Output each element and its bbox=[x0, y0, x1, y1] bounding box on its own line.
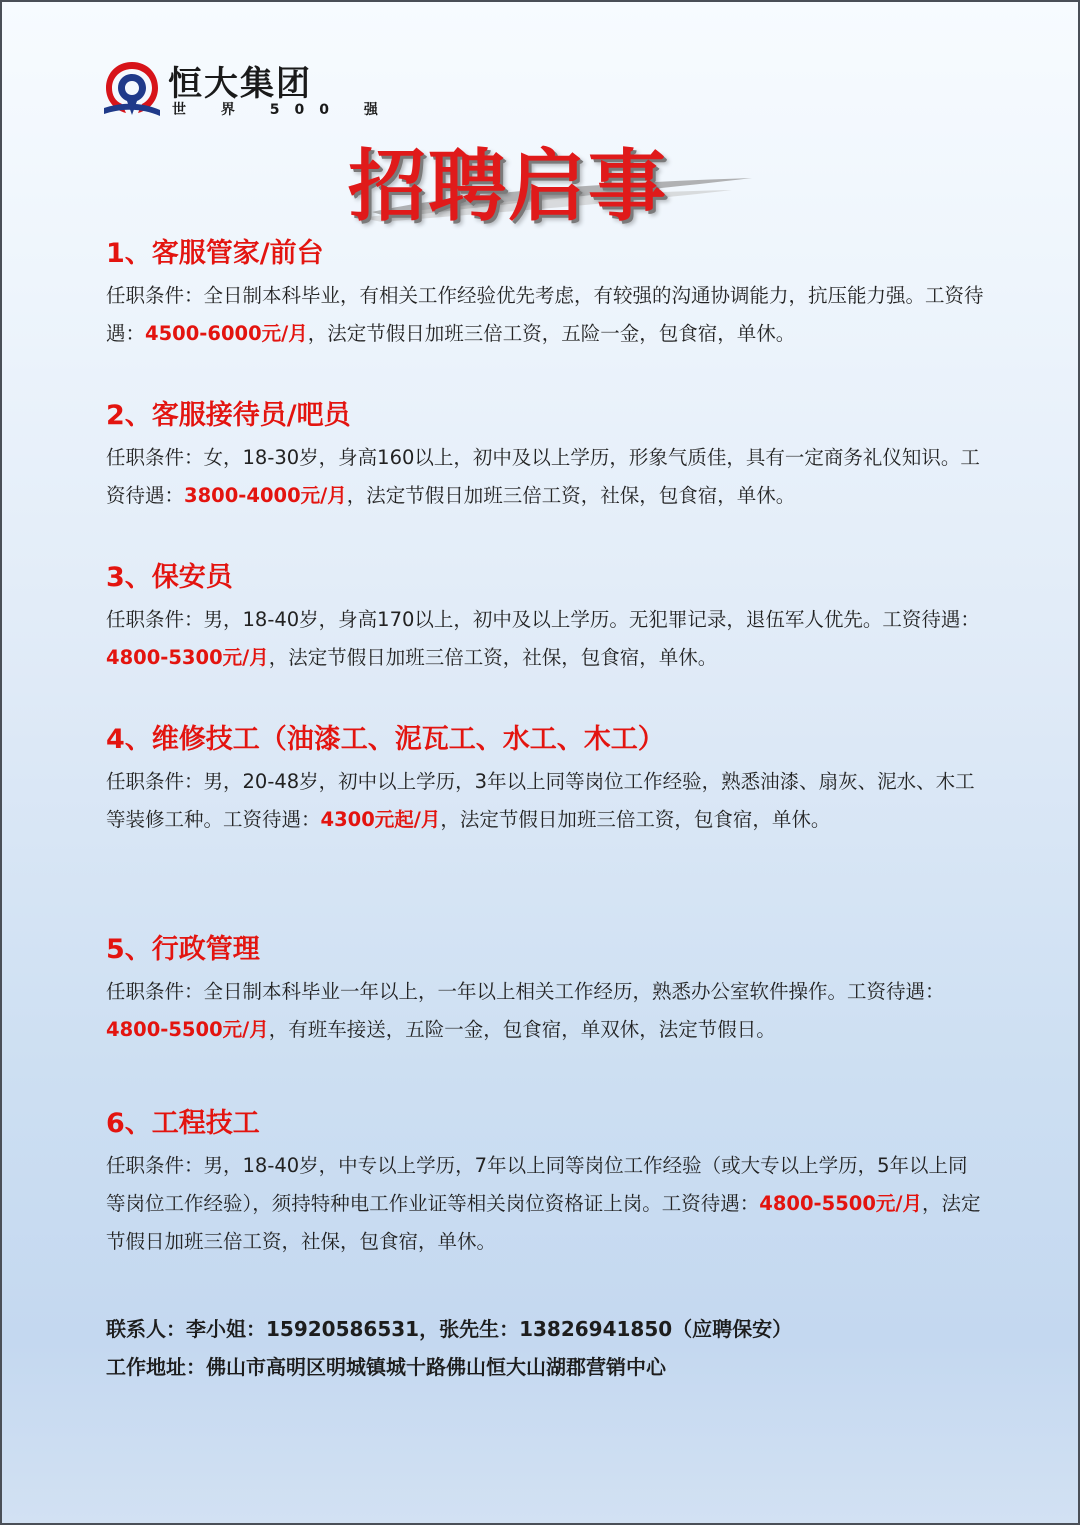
job-listing bbox=[106, 558, 986, 677]
job-salary: 4800-5300元/月 bbox=[106, 646, 269, 669]
job-description bbox=[106, 601, 986, 677]
job-requirements: 任职条件：男，18-40岁，身高170以上，初中及以上学历。无犯罪记录，退伍军人优先。工资待遇： bbox=[106, 608, 980, 631]
company-name: 恒大集团 bbox=[168, 64, 312, 104]
work-address: 工作地址：佛山市高明区明城镇城十路佛山恒大山湖郡营销中心 bbox=[106, 1355, 666, 1379]
job-requirements: 任职条件：全日制本科毕业一年以上，一年以上相关工作经历，熟悉办公室软件操作。工资待遇： bbox=[106, 980, 945, 1003]
job-listing bbox=[106, 396, 986, 515]
job-heading: 6、工程技工 bbox=[106, 1108, 260, 1139]
job-heading: 2、客服接待员/吧员 bbox=[106, 400, 351, 431]
contact-persons: 联系人：李小姐：15920586531，张先生：13826941850（应聘保安） bbox=[106, 1317, 793, 1341]
poster-title: 招聘启事 bbox=[348, 142, 669, 232]
job-heading: 1、客服管家/前台 bbox=[106, 238, 324, 269]
job-requirements: 任职条件：全日制本科毕业，有相关工作经验优先考虑，有较强的沟通协调能力，抗压能力强。工资待遇： bbox=[106, 284, 984, 345]
job-listing bbox=[106, 720, 986, 839]
job-benefits: ，有班车接送，五险一金，包食宿，单双休，法定节假日。 bbox=[268, 1018, 776, 1041]
job-salary: 4500-6000元/月 bbox=[145, 322, 308, 345]
job-requirements: 任职条件：男，18-40岁，中专以上学历，7年以上同等岗位工作经验（或大专以上学历，5年以上同等岗位工作经验），须持特种电工作业证等相关岗位资格证上岗。工资待遇： bbox=[106, 1154, 968, 1215]
job-listing bbox=[106, 234, 986, 353]
job-benefits: ，法定节假日加班三倍工资，社保，包食宿，单休。 bbox=[346, 484, 796, 507]
job-benefits: ，法定节假日加班三倍工资，包食宿，单休。 bbox=[440, 808, 831, 831]
job-benefits: ，法定节假日加班三倍工资，社保，包食宿，单休。 bbox=[106, 1192, 981, 1253]
job-salary: 4800-5500元/月 bbox=[106, 1018, 269, 1041]
job-requirements: 任职条件：女，18-30岁，身高160以上，初中及以上学历，形象气质佳，具有一定商务礼仪知识。工资待遇： bbox=[106, 446, 980, 507]
job-listing bbox=[106, 1104, 986, 1261]
job-requirements: 任职条件：男，20-48岁，初中以上学历，3年以上同等岗位工作经验，熟悉油漆、扇灰、泥水、木工等装修工种。工资待遇： bbox=[106, 770, 975, 831]
job-heading: 5、行政管理 bbox=[106, 934, 260, 965]
job-benefits: ，法定节假日加班三倍工资，五险一金，包食宿，单休。 bbox=[307, 322, 796, 345]
job-description bbox=[106, 1147, 986, 1261]
company-logo bbox=[102, 54, 393, 122]
job-salary: 4300元起/月 bbox=[320, 808, 441, 831]
job-description bbox=[106, 277, 986, 353]
job-heading: 4、维修技工（油漆工、泥瓦工、水工、木工） bbox=[106, 724, 665, 755]
job-salary: 3800-4000元/月 bbox=[184, 484, 347, 507]
job-listing bbox=[106, 930, 986, 1049]
poster-title-block bbox=[332, 120, 772, 230]
company-tagline: 世 界 500 强 bbox=[172, 102, 393, 118]
job-salary: 4800-5500元/月 bbox=[759, 1192, 923, 1215]
job-description bbox=[106, 973, 986, 1049]
job-benefits: ，法定节假日加班三倍工资，社保，包食宿，单休。 bbox=[268, 646, 718, 669]
contact-block bbox=[106, 1310, 1006, 1386]
job-heading: 3、保安员 bbox=[106, 562, 233, 593]
job-description bbox=[106, 763, 986, 839]
job-description bbox=[106, 439, 986, 515]
evergrande-logo-icon bbox=[102, 58, 162, 118]
